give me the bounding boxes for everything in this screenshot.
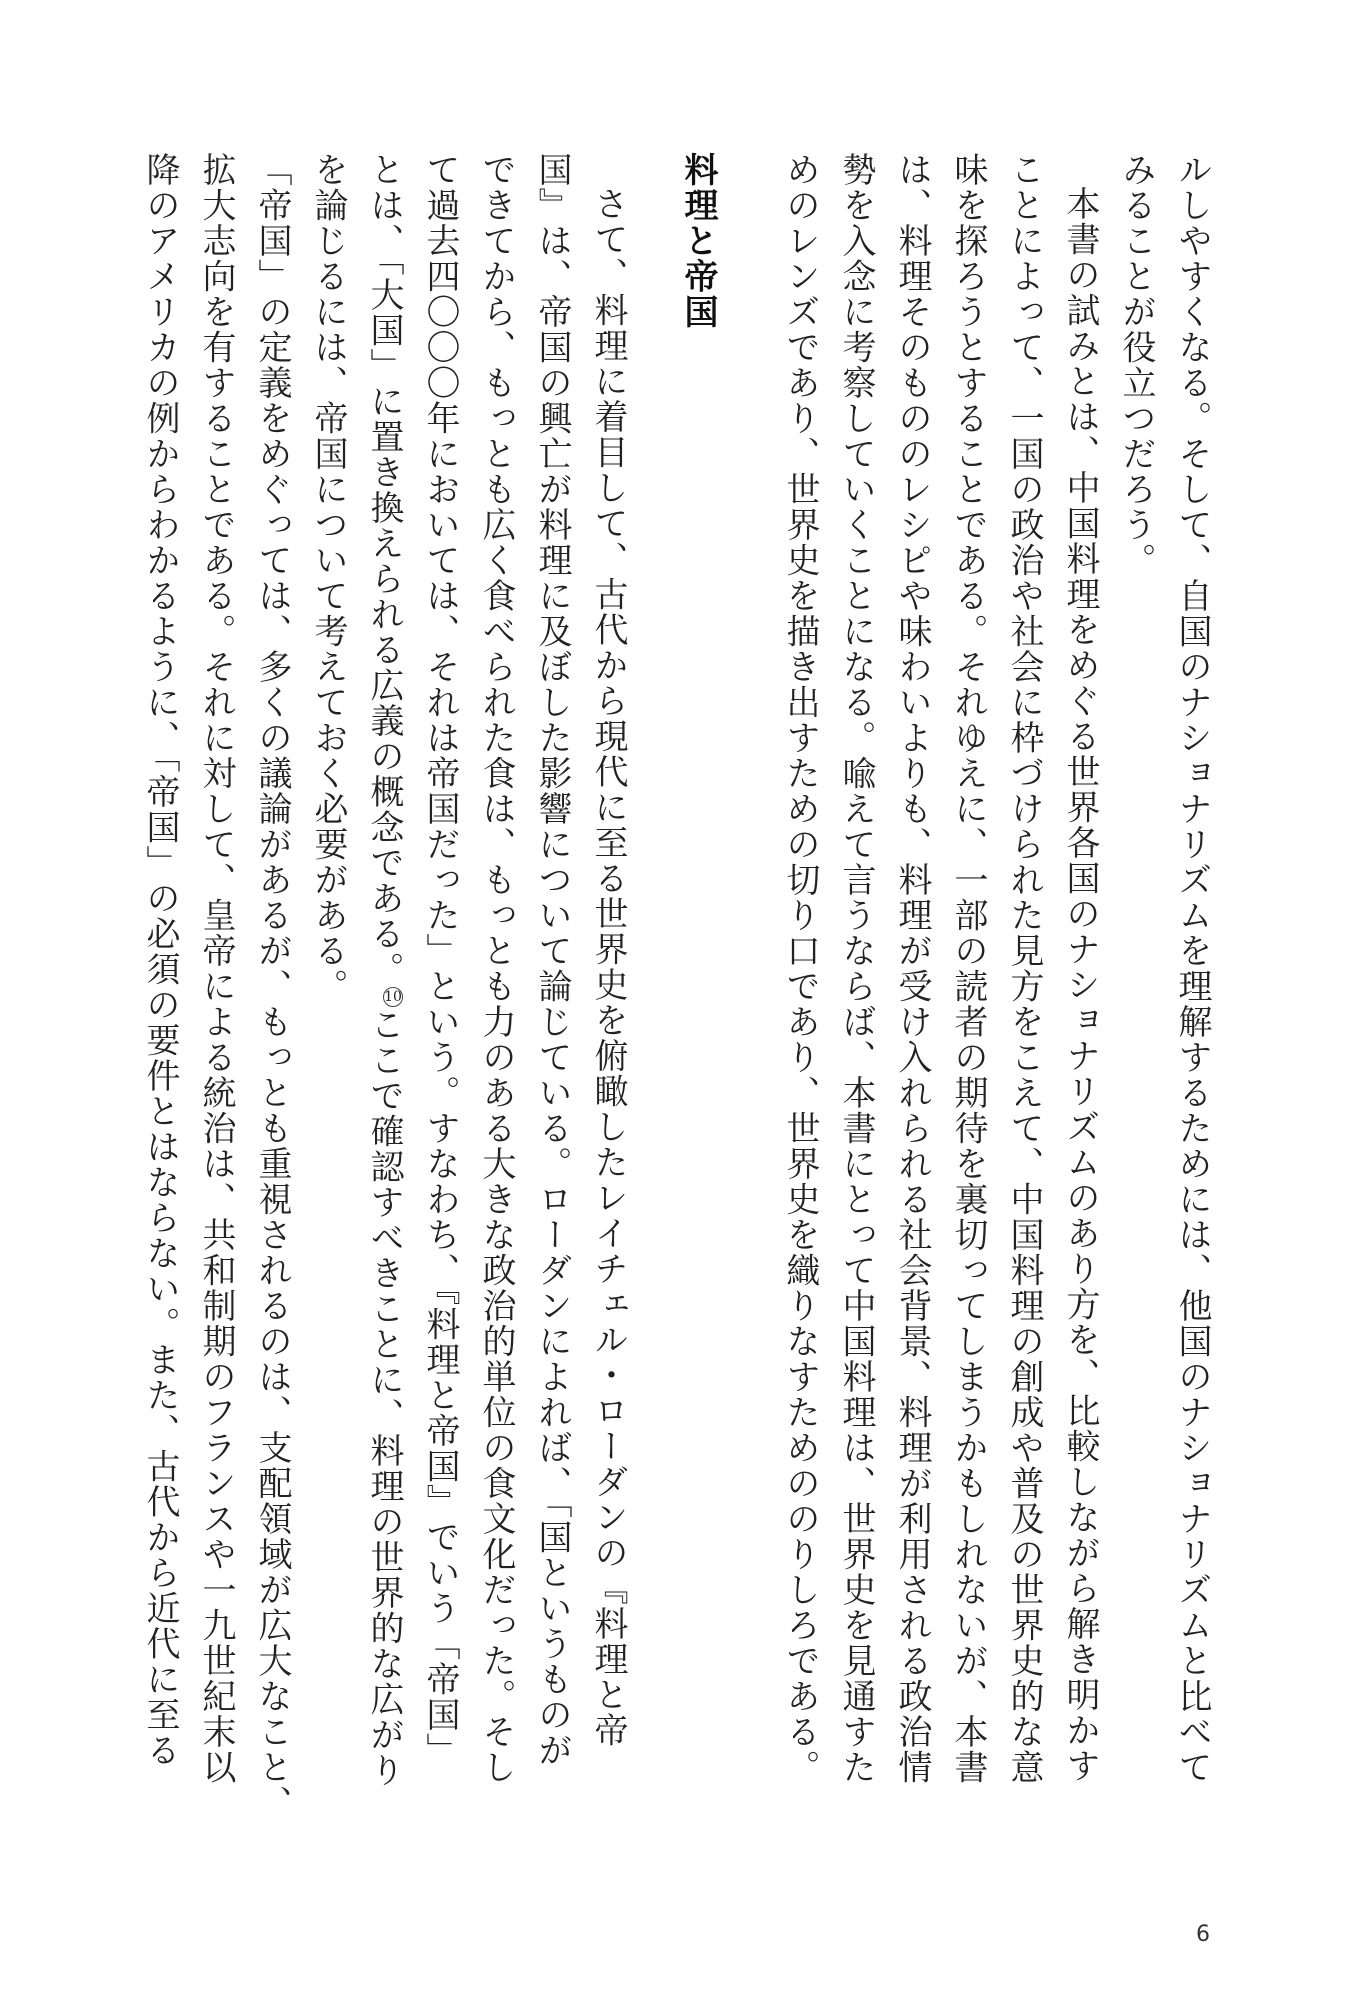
text-line: は、料理そのもののレシピや味わいよりも、料理が受け入れられる社会背景、料理が利用される政治情 [892,152,932,1785]
footnote-reference[interactable]: 10 [384,989,402,1005]
section-heading: 料理と帝国 [678,152,718,330]
text-line: 降のアメリカの例からわかるように、「帝国」の必須の要件とはならない。また、古代から近代に至る [140,152,180,1768]
text-line: 国』は、帝国の興亡が料理に及ぼした影響について論じている。ローダンによれば、「国というものが [532,152,572,1768]
text-line [356,152,412,1792]
text-segment: ここで確認すべきことに、料理の世界的な広がり [364,1007,404,1788]
text-line: ことによって、一国の政治や社会に枠づけられた見方をこえて、中国料理の創成や普及の世界史的な意 [1004,152,1044,1785]
text-line: 「帝国」の定義をめぐっては、多くの議論があるが、もっとも重視されるのは、支配領域が広大なこと、 [252,152,292,1821]
page-number: 6 [1196,1922,1210,1947]
body-text [132,152,1220,1821]
text-line: ルしやすくなる。そして、自国のナショナリズムを理解するためには、他国のナショナリズムと比べて [1172,152,1212,1785]
text-line: 本書の試みとは、中国料理をめぐる世界各国のナショナリズムのあり方を、比較しながら解き明かす [1060,186,1100,1784]
text-line: みることが役立つだろう。 [1116,152,1156,578]
text-line: さて、料理に着目して、古代から現代に至る世界史を俯瞰したレイチェル・ローダンの『料理と帝 [588,186,628,1748]
text-line: できてから、もっとも広く食べられた食は、もっとも力のある大きな政治的単位の食文化だった。そし [476,152,516,1785]
text-line: 味を探ろうとすることである。それゆえに、一部の読者の期待を裏切ってしまうかもしれないが、本書 [948,152,988,1785]
text-line: 勢を入念に考察していくことになる。喩えて言うならば、本書にとって中国料理は、世界史を見通すた [836,152,876,1785]
text-line: 拡大志向を有することである。それに対して、皇帝による統治は、共和制期のフランスや一九世紀末以 [196,152,236,1785]
text-line: めのレンズであり、世界史を描き出すための切り口であり、世界史を織りなすためののりしろである。 [780,152,820,1785]
text-line: て過去四〇〇〇年においては、それは帝国だった」という。すなわち、『料理と帝国』でいう「帝国」 [420,152,460,1768]
text-line: を論じるには、帝国について考えておく必要がある。 [308,152,348,1004]
text-segment: とは、「大国」に置き換えられる広義の概念である。 [364,152,404,987]
